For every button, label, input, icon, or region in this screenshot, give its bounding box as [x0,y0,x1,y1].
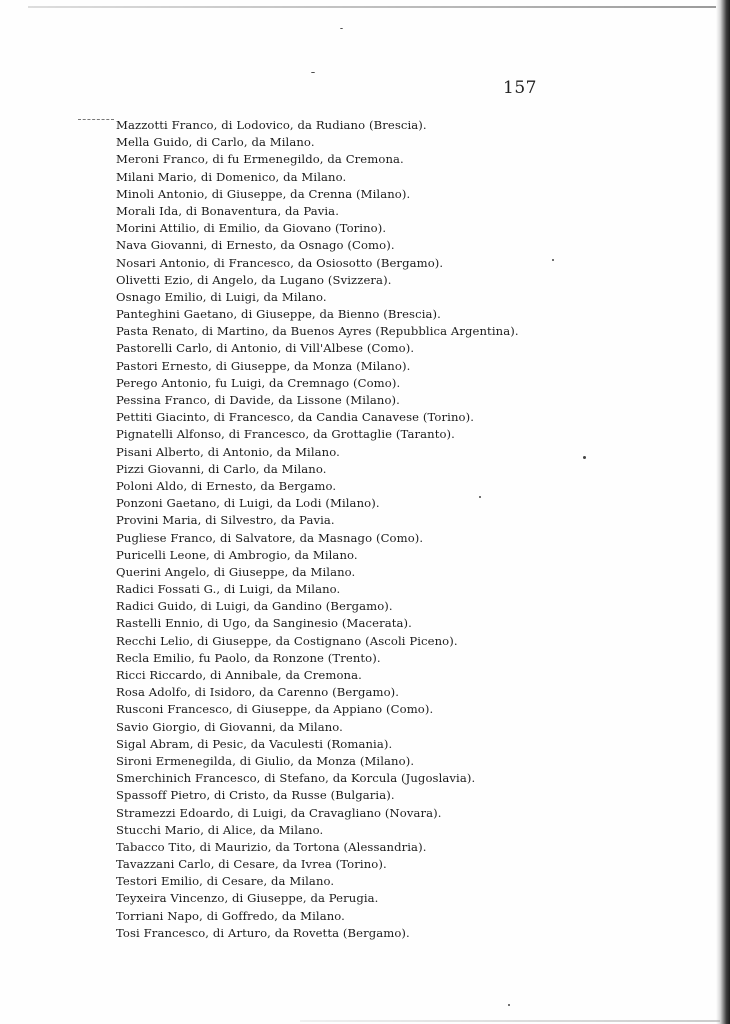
list-item: Recchi Lelio, di Giuseppe, da Costignano (Ascoli Piceno). [116,633,458,648]
ink-speck [552,259,554,261]
list-item: Pignatelli Alfonso, di Francesco, da Grottaglie (Taranto). [116,427,455,442]
scan-edge-bottom [300,1020,720,1022]
list-item: Savio Giorgio, di Giovanni, da Milano. [116,719,343,734]
page-number: 157 [503,78,537,98]
list-item: Pastorelli Carlo, di Antonio, di Vill'Albese (Como). [116,341,415,356]
list-item: Morali Ida, di Bonaventura, da Pavia. [116,203,339,218]
list-item: Milani Mario, di Domenico, da Milano. [116,169,347,184]
list-item: Querini Angelo, di Giuseppe, da Milano. [116,564,356,579]
list-item: Tavazzani Carlo, di Cesare, da Ivrea (Torino). [116,857,387,872]
list-item: Perego Antonio, fu Luigi, da Cremnago (Como). [116,375,401,390]
name-list [116,117,519,942]
ink-speck [583,456,586,459]
list-item: Smerchinich Francesco, di Stefano, da Korcula (Jugoslavia). [116,771,476,786]
list-item: Olivetti Ezio, di Angelo, da Lugano (Svizzera). [116,272,392,287]
list-item: Minoli Antonio, di Giuseppe, da Crenna (Milano). [116,186,411,201]
list-item: Pugliese Franco, di Salvatore, da Masnago (Como). [116,530,424,545]
list-item: Nava Giovanni, di Ernesto, da Osnago (Como). [116,238,395,253]
list-item: Torriani Napo, di Goffredo, da Milano. [116,908,345,923]
list-item: Provini Maria, di Silvestro, da Pavia. [116,513,335,528]
ink-speck [311,72,315,73]
ink-speck [508,1004,510,1006]
list-item: Stucchi Mario, di Alice, da Milano. [116,822,324,837]
list-item: Tosi Francesco, di Arturo, da Rovetta (Bergamo). [116,925,410,940]
list-item: Pizzi Giovanni, di Carlo, da Milano. [116,461,327,476]
list-item: Teyxeira Vincenzo, di Giuseppe, da Perugia. [116,891,379,906]
list-item: Rusconi Francesco, di Giuseppe, da Appiano (Como). [116,702,434,717]
list-item: Poloni Aldo, di Ernesto, da Bergamo. [116,478,337,493]
list-item: Morini Attilio, di Emilio, da Giovano (Torino). [116,221,387,236]
list-item: Meroni Franco, di fu Ermenegildo, da Cremona. [116,152,404,167]
list-item: Rosa Adolfo, di Isidoro, da Carenno (Bergamo). [116,685,400,700]
list-item: Testori Emilio, di Cesare, da Milano. [116,874,335,889]
list-item: Sironi Ermenegilda, di Giulio, da Monza (Milano). [116,753,415,768]
list-item: Pisani Alberto, di Antonio, da Milano. [116,444,340,459]
scan-edge-right [716,0,730,1024]
list-item: Recla Emilio, fu Paolo, da Ronzone (Trento). [116,650,381,665]
list-item: Stramezzi Edoardo, di Luigi, da Cravagliano (Novara). [116,805,442,820]
list-item: Osnago Emilio, di Luigi, da Milano. [116,289,327,304]
list-item: Ponzoni Gaetano, di Luigi, da Lodi (Milano). [116,496,380,511]
list-item: Radici Guido, di Luigi, da Gandino (Bergamo). [116,599,393,614]
list-item: Rastelli Ennio, di Ugo, da Sanginesio (Macerata). [116,616,412,631]
margin-mark [78,119,114,121]
list-item: Puricelli Leone, di Ambrogio, da Milano. [116,547,358,562]
list-item: Mazzotti Franco, di Lodovico, da Rudiano (Brescia). [116,118,427,132]
list-item: Panteghini Gaetano, di Giuseppe, da Bienno (Brescia). [116,307,441,322]
list-item: Mella Guido, di Carlo, da Milano. [116,135,315,150]
list-item: Tabacco Tito, di Maurizio, da Tortona (Alessandria). [116,839,427,854]
list-item: Ricci Riccardo, di Annibale, da Cremona. [116,668,362,682]
ink-speck [340,28,343,29]
list-item: Pessina Franco, di Davide, da Lissone (Milano). [116,393,400,407]
list-item: Spassoff Pietro, di Cristo, da Russe (Bulgaria). [116,788,395,803]
list-item: Pasta Renato, di Martino, da Buenos Ayres (Repubblica Argentina). [116,324,519,339]
list-item: Pastori Ernesto, di Giuseppe, da Monza (Milano). [116,358,411,373]
scan-edge-top [28,6,728,8]
list-item: Radici Fossati G., di Luigi, da Milano. [116,582,341,597]
list-item: Sigal Abram, di Pesic, da Vaculesti (Romania). [116,736,393,751]
list-item: Nosari Antonio, di Francesco, da Osiosotto (Bergamo). [116,255,444,270]
list-item: Pettiti Giacinto, di Francesco, da Candia Canavese (Torino). [116,410,475,425]
